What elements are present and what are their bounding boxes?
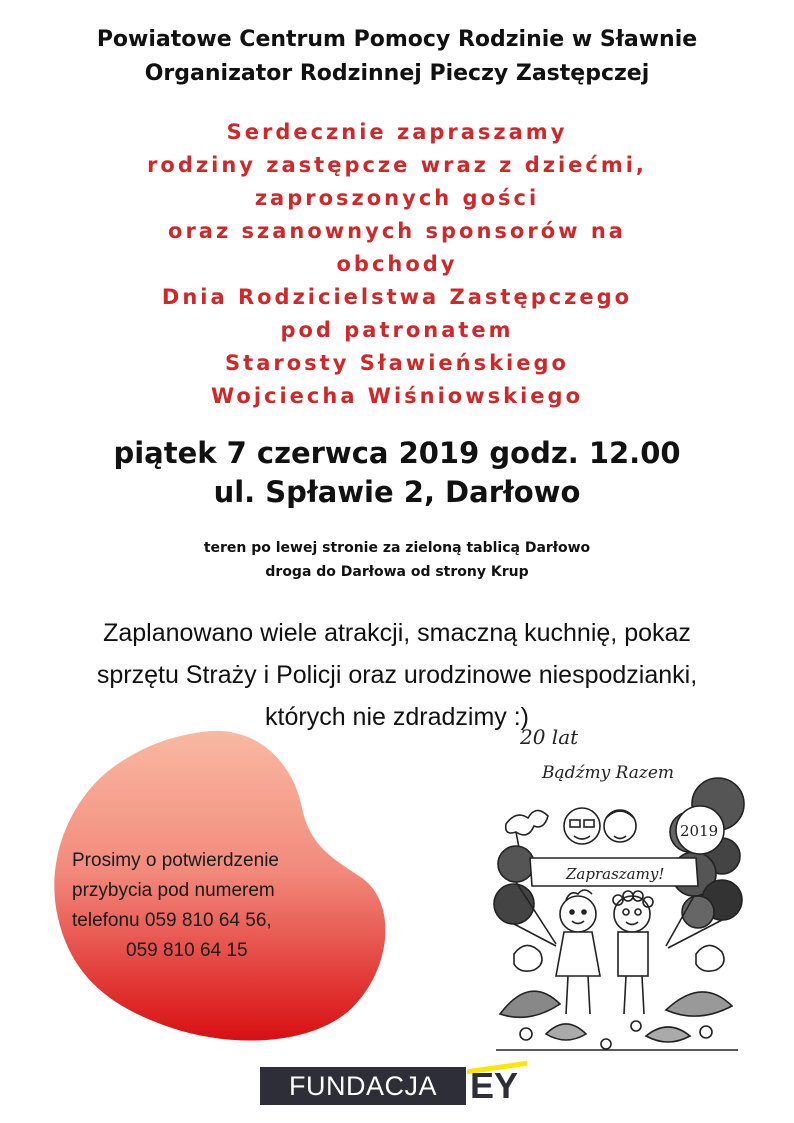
invitation-line: rodziny zastępcze wraz z dziećmi, bbox=[147, 153, 647, 177]
anniversary-illustration bbox=[486, 714, 748, 1064]
event-date: piątek 7 czerwca 2019 godz. 12.00 bbox=[113, 436, 681, 470]
invitation-line: Starosty Sławieńskiego bbox=[225, 351, 569, 375]
invitation-line: zaproszonych gości bbox=[254, 186, 540, 210]
balloon-year: 2019 bbox=[680, 822, 719, 840]
event-address: ul. Spławie 2, Darłowo bbox=[213, 475, 581, 509]
invitation-line: pod patronatem bbox=[280, 318, 514, 342]
invitation-line: obchody bbox=[336, 252, 458, 276]
confirmation-text bbox=[72, 846, 362, 966]
logo-mark: EY bbox=[470, 1065, 519, 1106]
invitation-text bbox=[0, 116, 794, 413]
attractions-line: Zaplanowano wiele atrakcji, smaczną kuchnię, pokaz bbox=[103, 619, 691, 647]
confirmation-phone: 059 810 64 15 bbox=[126, 940, 248, 961]
directions bbox=[0, 536, 794, 584]
attractions-line: sprzętu Straży i Policji oraz urodzinowe niespodzianki, bbox=[96, 661, 698, 689]
invitation-line: Wojciecha Wiśniowskiego bbox=[210, 384, 583, 408]
confirmation-line: telefonu 059 810 64 56, bbox=[72, 910, 272, 931]
directions-line: teren po lewej stronie za zieloną tablicą Darłowo bbox=[203, 540, 591, 556]
directions-line: droga do Darłowa od strony Krup bbox=[265, 564, 529, 580]
invitation-line: Dnia Rodzicielstwa Zastępczego bbox=[161, 285, 633, 309]
illustration-title: 20 lat bbox=[520, 725, 579, 749]
logo-word: FUNDACJA bbox=[260, 1067, 466, 1105]
event-details bbox=[0, 434, 794, 512]
invitation-line: Serdecznie zapraszamy bbox=[226, 120, 568, 144]
organizer-name: Powiatowe Centrum Pomocy Rodzinie w Sławnie bbox=[96, 27, 698, 52]
attractions-line: których nie zdradzimy :) bbox=[265, 703, 529, 731]
organizer-header bbox=[0, 23, 794, 91]
confirmation-line: przybycia pod numerem bbox=[72, 880, 275, 901]
organizer-subtitle: Organizator Rodzinnej Pieczy Zastępczej bbox=[144, 61, 650, 86]
banner-text: Zapraszamy! bbox=[566, 865, 665, 883]
invitation-line: oraz szanownych sponsorów na bbox=[168, 219, 626, 243]
confirmation-line: Prosimy o potwierdzenie bbox=[72, 850, 279, 871]
illustration-subtitle: Bądźmy Razem bbox=[542, 763, 675, 783]
